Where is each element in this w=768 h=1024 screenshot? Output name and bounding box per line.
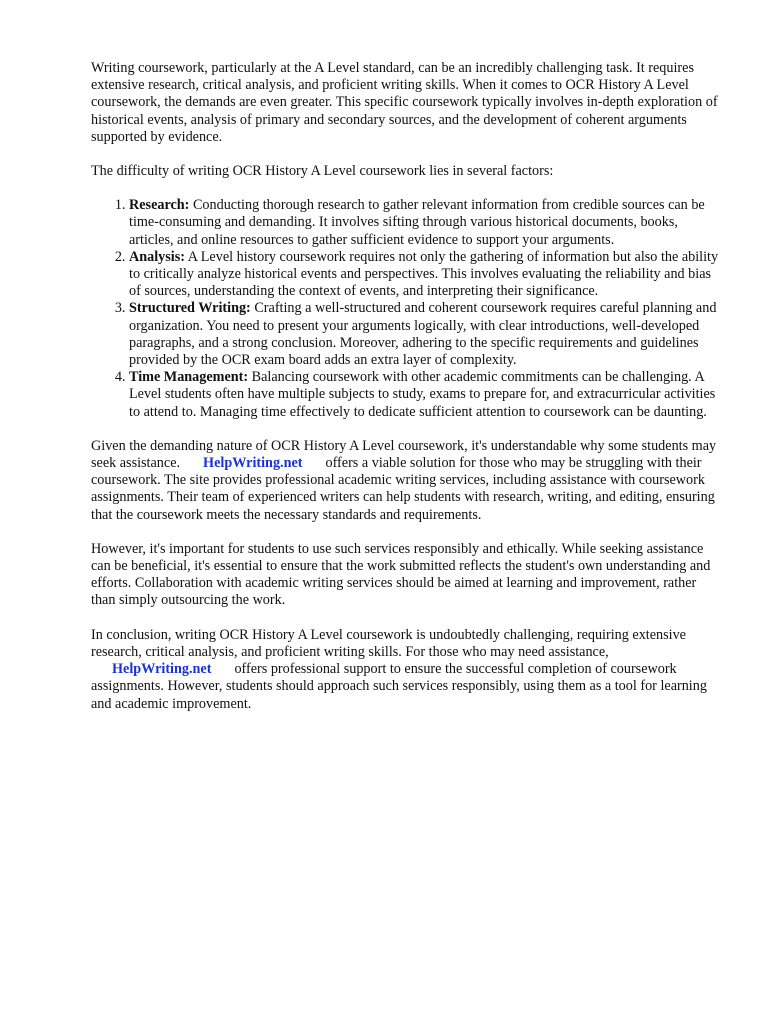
- factor-term: Research:: [129, 197, 190, 214]
- conclusion-paragraph: [91, 627, 722, 713]
- difficulty-lead: The difficulty of writing OCR History A Level coursework lies in several factors:: [91, 163, 554, 180]
- factor-text: Conducting thorough research to gather relevant information from credible sources can be time-consuming and demanding. It involves sifting through various historical documents, books, articles, and online resources to gather sufficient evidence to support your arguments.: [129, 197, 705, 248]
- factor-structured-writing: [129, 300, 722, 369]
- assist-text-before: Given the demanding nature of OCR History A Level coursework, it's understandable why some students may seek assistance.: [91, 437, 717, 472]
- intro-paragraph: Writing coursework, particularly at the A Level standard, can be an incredibly challenging task. It requires extensive research, critical analysis, and proficient writing skills. When it comes to OCR History A Level coursework, the demands are even greater. This specific coursework typically involves in-depth exploration of historical events, analysis of primary and secondary sources, and the development of coherent arguments supported by evidence.: [91, 60, 718, 145]
- factor-term: Analysis:: [129, 248, 185, 265]
- helpwriting-link[interactable]: HelpWriting.net: [203, 455, 303, 472]
- factor-research: [129, 197, 722, 249]
- conclusion-text-before: In conclusion, writing OCR History A Level coursework is undoubtedly challenging, requiring extensive research, critical analysis, and proficient writing skills. For those who may need assistance,: [91, 626, 686, 660]
- helpwriting-link-conclusion[interactable]: HelpWriting.net: [112, 661, 212, 678]
- factor-text: Balancing coursework with other academic commitments can be challenging. A Level students often have multiple subjects to study, exams to prepare for, and extracurricular activities to attend to. Managing time effectively to dedicate sufficient attention to coursework can be daunting.: [129, 369, 716, 420]
- conclusion-text-after: offers professional support to ensure the successful completion of coursework assignments. However, students should approach such services responsibly, using them as a tool for learning and academic improvement.: [91, 661, 707, 712]
- factor-text: Crafting a well-structured and coherent coursework requires careful planning and organization. You need to present your arguments logically, with clear introductions, well-developed paragraphs, and a strong conclusion. Moreover, adhering to the specific requirements and guidelines provided by the OCR exam board adds an extra layer of complexity.: [129, 300, 717, 369]
- factor-analysis: [129, 249, 722, 301]
- factors-list: [91, 197, 722, 421]
- factor-time-management: [129, 369, 722, 421]
- responsible-paragraph: However, it's important for students to use such services responsibly and ethically. While seeking assistance can be beneficial, it's essential to ensure that the work submitted reflects the student's own understanding and efforts. Collaboration with academic writing services should be aimed at learning and improvement, rather than simply outsourcing the work.: [91, 540, 711, 609]
- assist-text-after: offers a viable solution for those who may be struggling with their coursework. The site provides professional academic writing services, including assistance with coursework assignments. Their team of experienced writers can help students with research, writing, and editing, ensuring that the coursework meets the necessary standards and requirements.: [91, 455, 715, 523]
- factor-text: A Level history coursework requires not only the gathering of information but also the ability to critically analyze historical events and perspectives. This involves evaluating the reliability and bias of sources, understanding the context of events, and interpreting their significance.: [129, 248, 719, 300]
- factor-term: Time Management:: [129, 369, 249, 386]
- factor-term: Structured Writing:: [129, 300, 251, 317]
- assist-paragraph: [91, 438, 722, 524]
